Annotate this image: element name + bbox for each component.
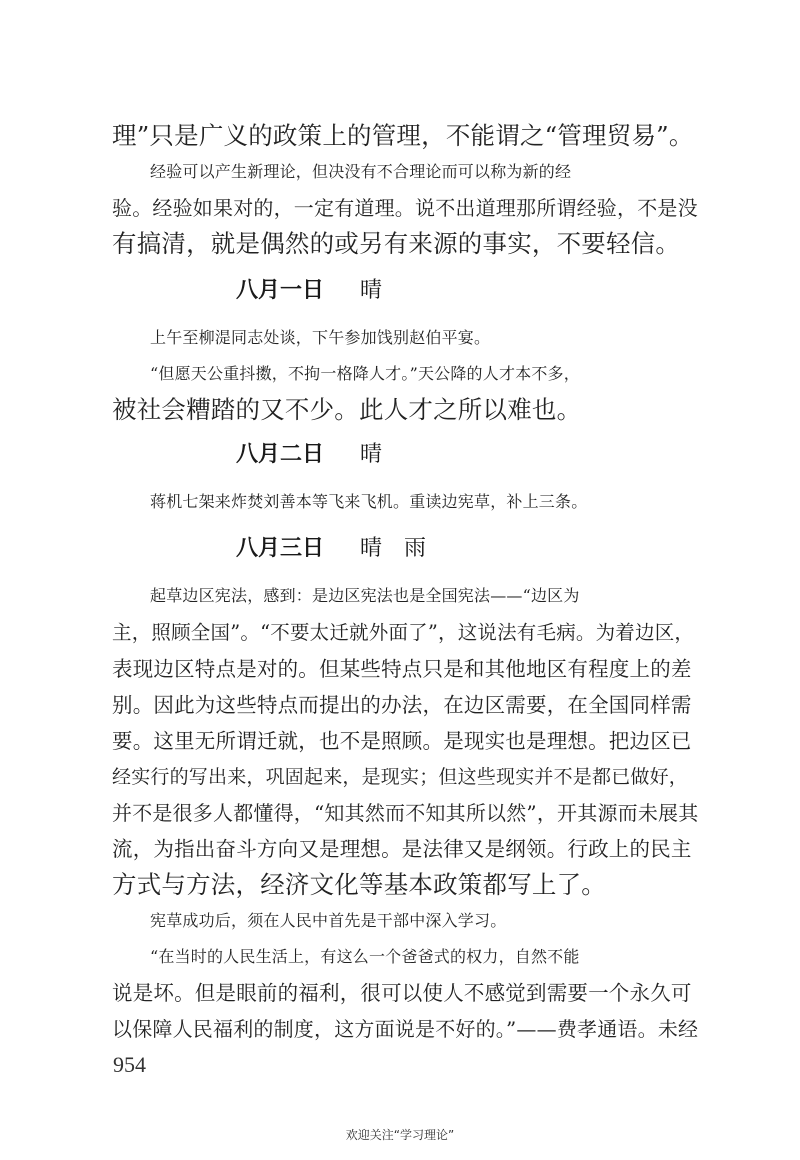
entry-date: 八月二日 (236, 442, 325, 467)
text-line: 起草边区宪法，感到：是边区宪法也是全国宪法——“边区为 (150, 586, 580, 605)
text-line: 经实行的写出来，巩固起来，是现实；但这些现实并不是都已做好， (112, 766, 689, 788)
text-line: 说是坏。但是眼前的福利，很可以使人不感觉到需要一个永久可 (112, 981, 692, 1005)
text-line: 蒋机七架来炸焚刘善本等飞来飞机。重读边宪草，补上三条。 (150, 492, 588, 511)
text-line: 并不是很多人都懂得，“知其然而不知其所以然”，开其源而未展其 (112, 801, 699, 825)
entry-weather: 晴 (360, 442, 383, 467)
entry-weather: 晴 雨 (360, 536, 427, 561)
text-line: “但愿天公重抖擞，不拘一格降人才。”天公降的人才本不多， (150, 364, 580, 383)
diary-date-heading (236, 534, 426, 564)
text-line: 验。经验如果对的，一定有道理。说不出道理那所谓经验，不是没 (112, 196, 698, 220)
entry-date: 八月一日 (236, 278, 325, 303)
page-number: 954 (113, 1052, 146, 1077)
diary-date-heading (236, 440, 382, 470)
text-line: “在当时的人民生活上，有这么一个爸爸式的权力，自然不能 (150, 947, 580, 966)
text-line: 别。因此为这些特点而提出的办法，在边区需要，在全国同样需 (112, 693, 692, 717)
text-line: 经验可以产生新理论，但决没有不合理论而可以称为新的经 (150, 162, 572, 181)
text-line: 理”只是广义的政策上的管理，不能谓之“管理贸易”。 (112, 121, 694, 150)
entry-date: 八月三日 (236, 536, 325, 561)
text-line: 上午至柳湜同志处谈，下午参加饯别赵伯平宴。 (150, 328, 491, 347)
text-line: 以保障人民福利的制度，这方面说是不好的。”——费孝通语。未经 (112, 1017, 699, 1041)
text-line: 表现边区特点是对的。但某些特点只是和其他地区有程度上的差 (112, 657, 692, 681)
text-line: 方式与方法，经济文化等基本政策都写上了。 (112, 870, 606, 899)
entry-weather: 晴 (360, 278, 383, 303)
footer-caption: 欢迎关注“学习理论” (345, 1128, 455, 1142)
diary-date-heading (236, 276, 382, 306)
text-line: 主，照顾全国”。“不要太迁就外面了”，这说法有毛病。为着边区， (112, 621, 695, 644)
text-line: 流，为指出奋斗方向又是理想。是法律又是纲领。行政上的民主 (112, 837, 692, 861)
text-line: 宪草成功后，须在人民中首先是干部中深入学习。 (150, 911, 507, 930)
text-line: 有搞清，就是偶然的或另有来源的事实，不要轻信。 (112, 229, 681, 258)
text-line: 要。这里无所谓迁就，也不是照顾。是现实也是理想。把边区已 (112, 729, 692, 753)
text-line: 被社会糟踏的又不少。此人才之所以难也。 (112, 395, 582, 424)
